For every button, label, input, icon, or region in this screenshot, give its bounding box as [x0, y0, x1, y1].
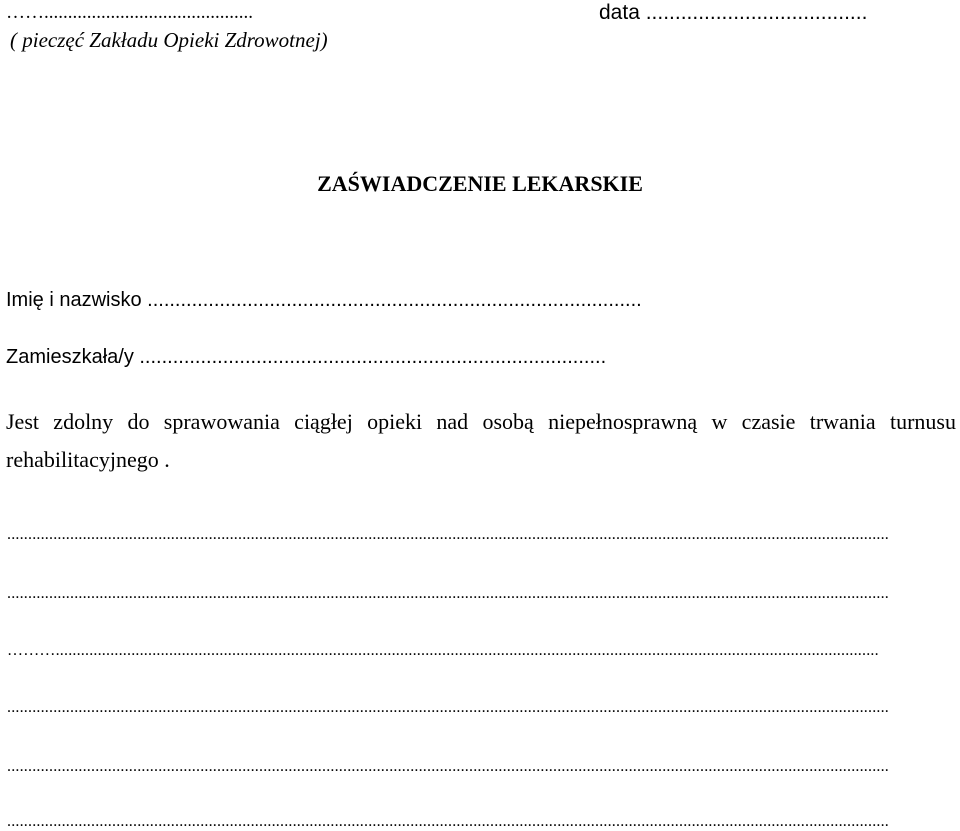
- date-field: data ......................................: [599, 1, 868, 24]
- blank-line-6: ..................................................................................................................................................................................................................: [7, 813, 889, 830]
- address-field: Zamieszkała/y ....................................................................................: [6, 346, 607, 368]
- name-field: Imię i nazwisko .........................................................................................: [6, 289, 642, 311]
- stamp-placeholder-dots: ……............................................: [6, 2, 253, 23]
- stamp-label: ( pieczęć Zakładu Opieki Zdrowotnej): [10, 28, 328, 52]
- statement-text: Jest zdolny do sprawowania ciągłej opieki nad osobą niepełnosprawną w czasie trwania turnusu rehabilitacyjnego .: [6, 409, 956, 472]
- blank-line-2: ..................................................................................................................................................................................................................: [7, 585, 889, 602]
- blank-line-5: ..................................................................................................................................................................................................................: [7, 758, 889, 775]
- blank-line-3: ………....................................................................................................................................................................................................: [7, 642, 879, 659]
- blank-line-1: ..................................................................................................................................................................................................................: [7, 526, 889, 543]
- blank-line-4: ..................................................................................................................................................................................................................: [7, 699, 889, 716]
- document-title: ZAŚWIADCZENIE LEKARSKIE: [317, 171, 643, 196]
